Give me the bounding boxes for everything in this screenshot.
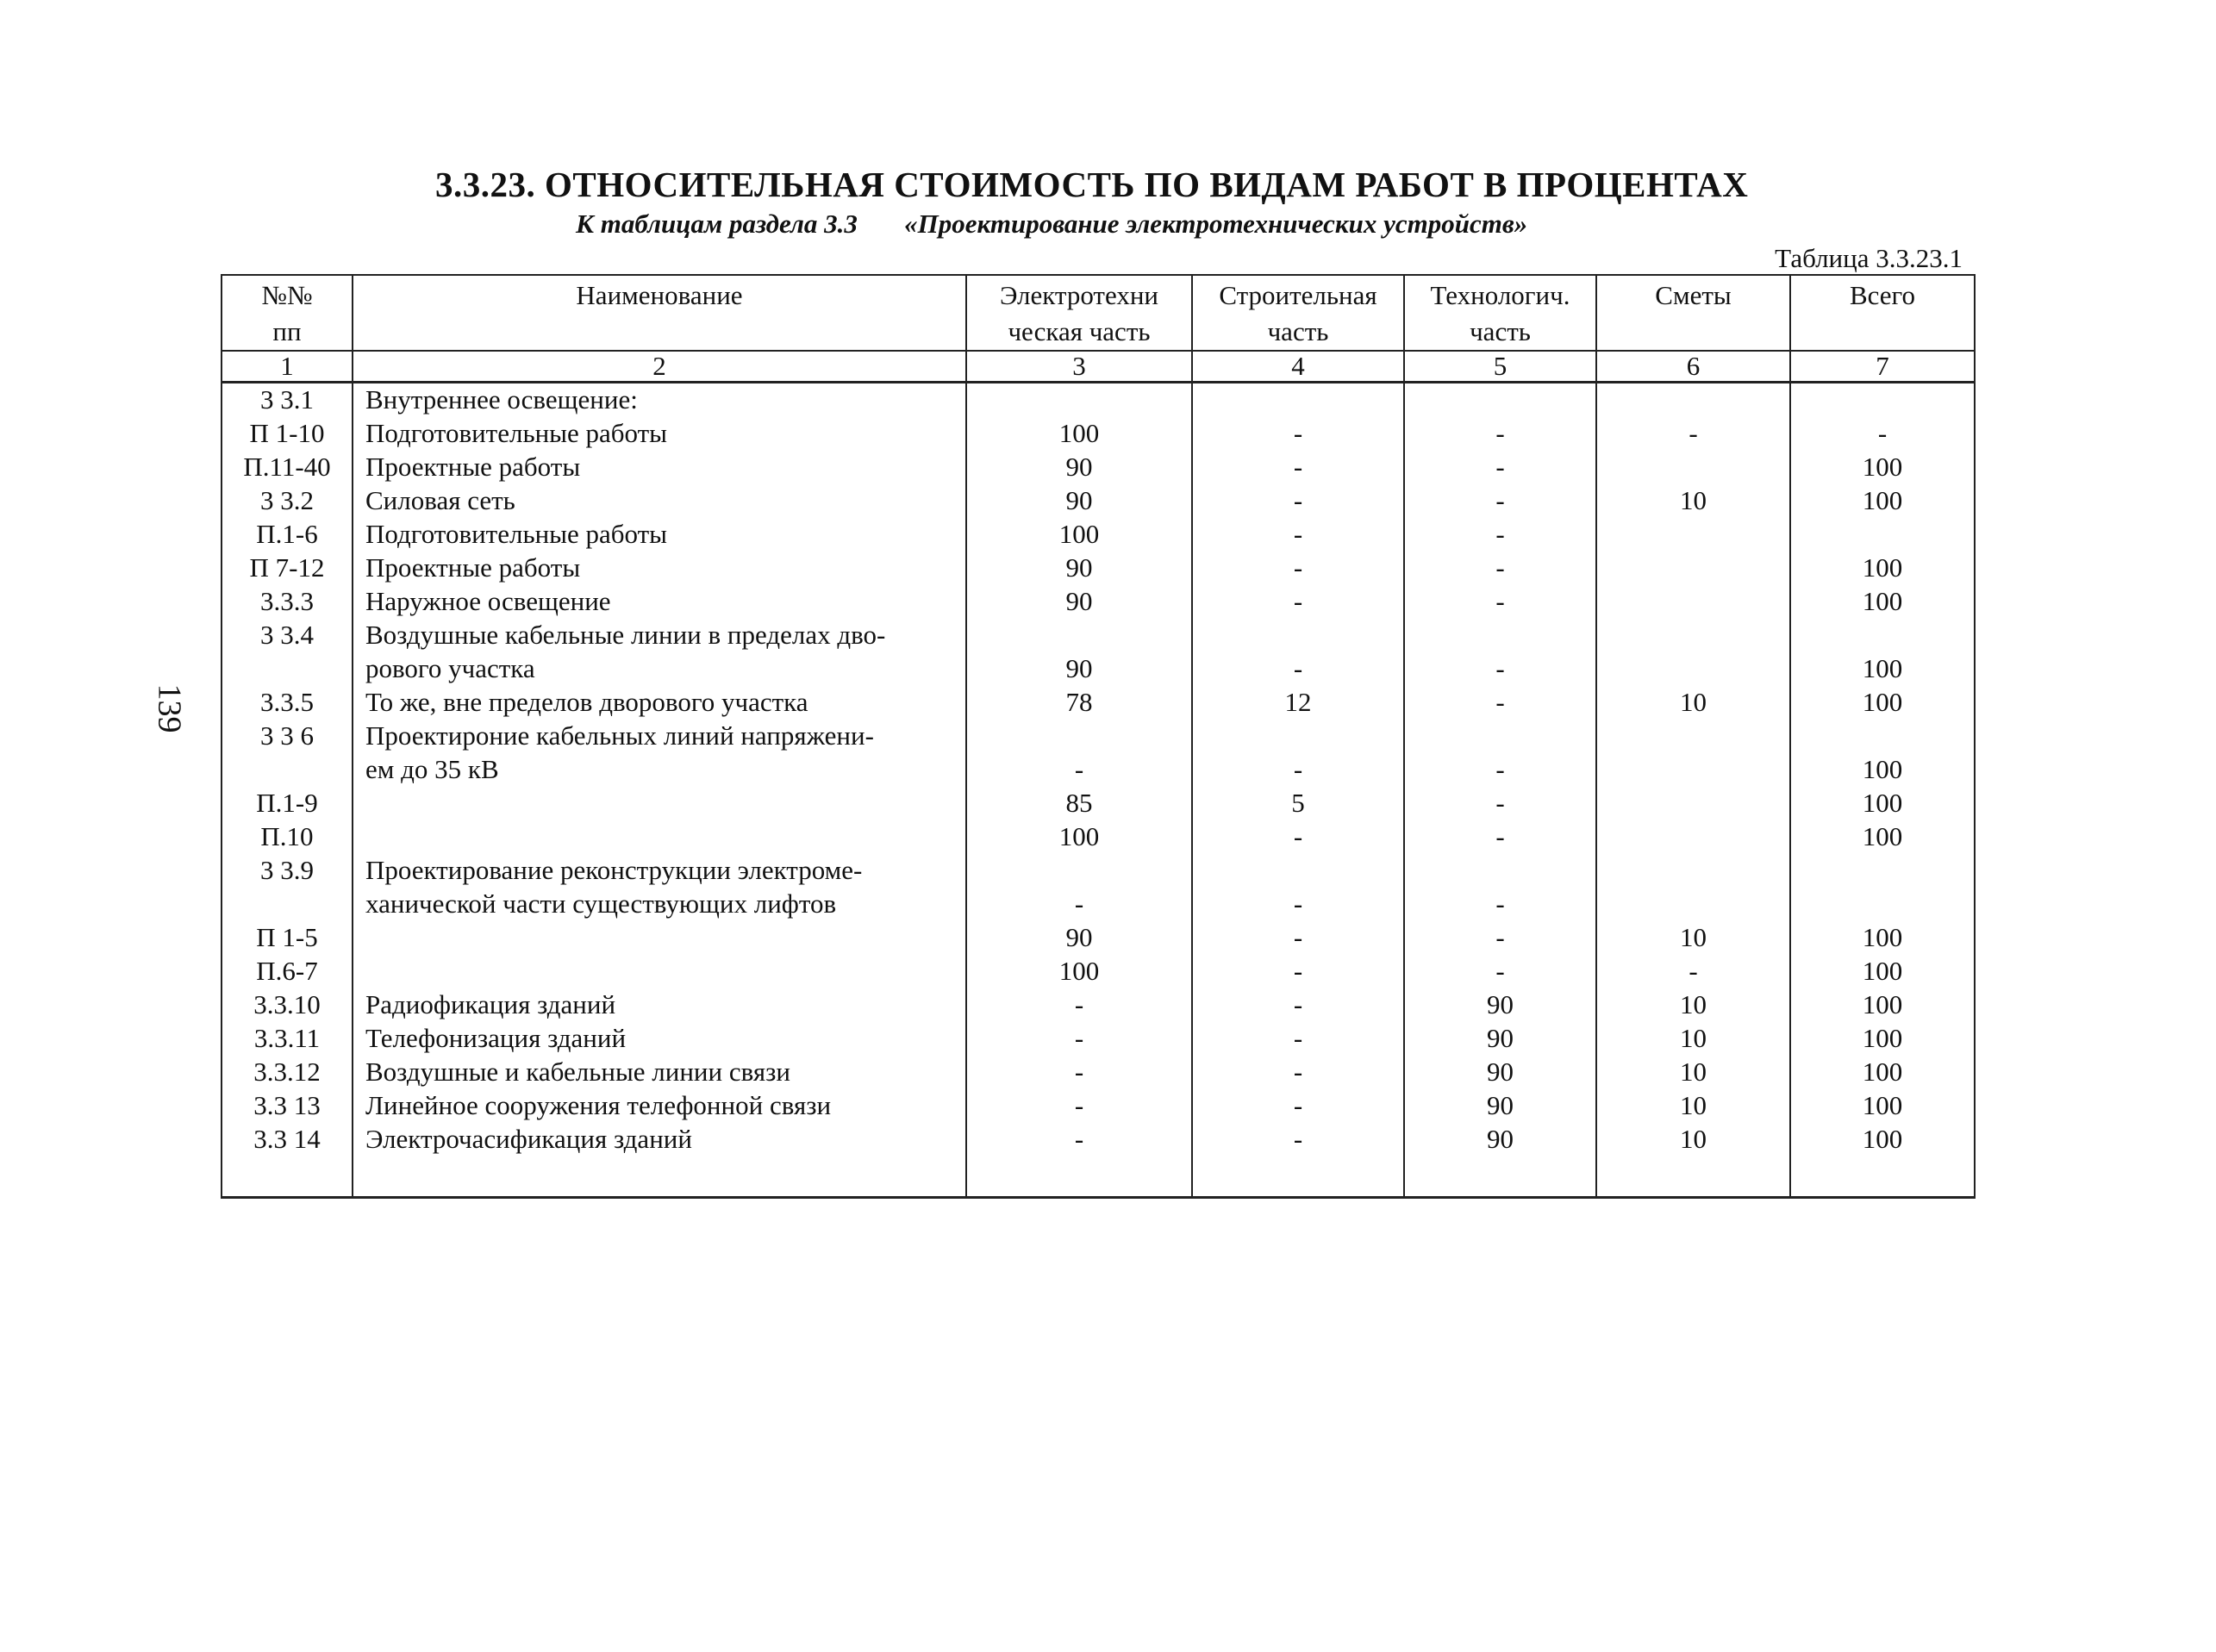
value-technological: -	[1404, 753, 1596, 787]
value-construction: -	[1192, 1089, 1404, 1123]
row-name: Воздушные кабельные линии в пределах дво-	[353, 619, 966, 652]
header-cell: ческая часть	[966, 315, 1192, 351]
value-electrical: -	[966, 753, 1192, 787]
value-total: 100	[1790, 652, 1975, 686]
value-electrical	[966, 383, 1192, 418]
value-electrical: 90	[966, 484, 1192, 518]
value-total: 100	[1790, 552, 1975, 585]
value-construction	[1192, 854, 1404, 888]
value-total: 100	[1790, 686, 1975, 720]
value-estimate	[1596, 652, 1790, 686]
empty-cell	[1596, 1156, 1790, 1198]
row-number: П 1-10	[222, 417, 353, 451]
value-electrical: 100	[966, 518, 1192, 552]
value-estimate	[1596, 451, 1790, 484]
column-number: 1	[222, 351, 353, 383]
value-technological: 90	[1404, 988, 1596, 1022]
column-number: 4	[1192, 351, 1404, 383]
value-construction	[1192, 619, 1404, 652]
table-row	[222, 720, 1975, 753]
empty-cell	[353, 1156, 966, 1198]
value-electrical: -	[966, 1022, 1192, 1056]
table-row	[222, 619, 1975, 652]
value-technological: -	[1404, 484, 1596, 518]
header-cell: Сметы	[1596, 275, 1790, 315]
value-electrical: 85	[966, 787, 1192, 820]
value-estimate: 10	[1596, 484, 1790, 518]
row-number: П.11-40	[222, 451, 353, 484]
row-number: 3 3.4	[222, 619, 353, 652]
row-number: 3.3.11	[222, 1022, 353, 1056]
value-electrical: -	[966, 1123, 1192, 1156]
value-technological: -	[1404, 652, 1596, 686]
header-cell	[353, 315, 966, 351]
table-row	[222, 585, 1975, 619]
row-name: рового участка	[353, 652, 966, 686]
row-name: ем до 35 кВ	[353, 753, 966, 787]
value-construction: -	[1192, 518, 1404, 552]
value-technological: -	[1404, 518, 1596, 552]
table-row	[222, 552, 1975, 585]
row-name	[353, 921, 966, 955]
value-electrical: 90	[966, 585, 1192, 619]
table-row	[222, 652, 1975, 686]
row-number: 3.3.5	[222, 686, 353, 720]
value-construction: -	[1192, 988, 1404, 1022]
row-number: П.10	[222, 820, 353, 854]
row-number: П.1-9	[222, 787, 353, 820]
value-total	[1790, 518, 1975, 552]
table-row	[222, 955, 1975, 988]
value-electrical: 90	[966, 921, 1192, 955]
column-number: 6	[1596, 351, 1790, 383]
value-estimate: 10	[1596, 1056, 1790, 1089]
table-row	[222, 820, 1975, 854]
value-electrical: 78	[966, 686, 1192, 720]
row-name	[353, 820, 966, 854]
value-total: 100	[1790, 585, 1975, 619]
row-name: Радиофикация зданий	[353, 988, 966, 1022]
value-technological	[1404, 854, 1596, 888]
value-electrical: -	[966, 1056, 1192, 1089]
value-total: 100	[1790, 1089, 1975, 1123]
header-cell: пп	[222, 315, 353, 351]
value-construction: -	[1192, 417, 1404, 451]
table-row	[222, 1089, 1975, 1123]
value-construction: 12	[1192, 686, 1404, 720]
header-cell: Технологич.	[1404, 275, 1596, 315]
value-estimate: 10	[1596, 1123, 1790, 1156]
value-technological	[1404, 619, 1596, 652]
value-electrical: -	[966, 888, 1192, 921]
value-technological: -	[1404, 921, 1596, 955]
table-row	[222, 921, 1975, 955]
table-row	[222, 518, 1975, 552]
value-total: 100	[1790, 988, 1975, 1022]
value-total	[1790, 888, 1975, 921]
row-number	[222, 652, 353, 686]
table-row	[222, 854, 1975, 888]
value-technological: 90	[1404, 1123, 1596, 1156]
column-number: 5	[1404, 351, 1596, 383]
header-cell: Наименование	[353, 275, 966, 315]
table-body	[222, 383, 1975, 1198]
row-name: Воздушные и кабельные линии связи	[353, 1056, 966, 1089]
value-total	[1790, 854, 1975, 888]
row-name: Линейное сооружения телефонной связи	[353, 1089, 966, 1123]
empty-cell	[1192, 1156, 1404, 1198]
value-total: 100	[1790, 753, 1975, 787]
value-electrical: -	[966, 988, 1192, 1022]
row-name	[353, 787, 966, 820]
row-number: 3 3.2	[222, 484, 353, 518]
value-electrical: 90	[966, 652, 1192, 686]
value-technological: -	[1404, 787, 1596, 820]
value-construction: -	[1192, 1022, 1404, 1056]
value-total	[1790, 383, 1975, 418]
value-estimate	[1596, 383, 1790, 418]
value-electrical	[966, 619, 1192, 652]
column-number: 7	[1790, 351, 1975, 383]
row-name: Телефонизация зданий	[353, 1022, 966, 1056]
row-name: Подготовительные работы	[353, 417, 966, 451]
row-number: П 1-5	[222, 921, 353, 955]
value-electrical: 100	[966, 820, 1192, 854]
table-row	[222, 787, 1975, 820]
value-electrical: 100	[966, 955, 1192, 988]
row-name: Силовая сеть	[353, 484, 966, 518]
row-name: Проектироние кабельных линий напряжени-	[353, 720, 966, 753]
value-construction: -	[1192, 820, 1404, 854]
value-construction	[1192, 383, 1404, 418]
empty-cell	[1790, 1156, 1975, 1198]
value-estimate: 10	[1596, 1022, 1790, 1056]
value-technological: -	[1404, 585, 1596, 619]
table-row-end	[222, 1156, 1975, 1198]
value-technological: -	[1404, 552, 1596, 585]
header-cell: Всего	[1790, 275, 1975, 315]
table-row	[222, 753, 1975, 787]
value-total: 100	[1790, 1056, 1975, 1089]
value-construction	[1192, 720, 1404, 753]
value-estimate	[1596, 552, 1790, 585]
table-row	[222, 1056, 1975, 1089]
value-total	[1790, 720, 1975, 753]
value-estimate	[1596, 888, 1790, 921]
header-cell: часть	[1192, 315, 1404, 351]
value-total: 100	[1790, 787, 1975, 820]
row-name: Подготовительные работы	[353, 518, 966, 552]
column-number: 3	[966, 351, 1192, 383]
value-technological: 90	[1404, 1022, 1596, 1056]
column-number: 2	[353, 351, 966, 383]
row-number: П.6-7	[222, 955, 353, 988]
value-construction: -	[1192, 1123, 1404, 1156]
value-estimate: 10	[1596, 988, 1790, 1022]
value-technological: -	[1404, 451, 1596, 484]
row-name: Проектные работы	[353, 552, 966, 585]
table-row	[222, 417, 1975, 451]
value-construction: -	[1192, 921, 1404, 955]
row-number: П.1-6	[222, 518, 353, 552]
table-row	[222, 888, 1975, 921]
value-construction: -	[1192, 585, 1404, 619]
value-estimate	[1596, 619, 1790, 652]
row-name: Электрочасификация зданий	[353, 1123, 966, 1156]
value-electrical: -	[966, 1089, 1192, 1123]
row-name: То же, вне пределов дворового участка	[353, 686, 966, 720]
empty-cell	[966, 1156, 1192, 1198]
table-row	[222, 1022, 1975, 1056]
header-row	[222, 275, 1975, 315]
value-total: 100	[1790, 451, 1975, 484]
value-technological: -	[1404, 955, 1596, 988]
row-number: 3.3 14	[222, 1123, 353, 1156]
row-name: Проектные работы	[353, 451, 966, 484]
header-cell: часть	[1404, 315, 1596, 351]
value-estimate	[1596, 518, 1790, 552]
value-total: 100	[1790, 484, 1975, 518]
table-row	[222, 451, 1975, 484]
cost-table	[221, 274, 1976, 1199]
value-total: 100	[1790, 955, 1975, 988]
value-construction: -	[1192, 451, 1404, 484]
value-construction: -	[1192, 753, 1404, 787]
header-cell: Электротехни	[966, 275, 1192, 315]
document-title: 3.3.23. ОТНОСИТЕЛЬНАЯ СТОИМОСТЬ ПО ВИДАМ РАБОТ В ПРОЦЕНТАХ	[435, 165, 1749, 204]
value-technological	[1404, 383, 1596, 418]
value-construction: -	[1192, 888, 1404, 921]
document-subtitle: К таблицам раздела 3.3 «Проектирование электротехнических устройств»	[576, 209, 1528, 239]
header-cell: №№	[222, 275, 353, 315]
row-name	[353, 955, 966, 988]
value-estimate	[1596, 854, 1790, 888]
value-total: 100	[1790, 820, 1975, 854]
value-technological: -	[1404, 888, 1596, 921]
value-total: 100	[1790, 1022, 1975, 1056]
row-number	[222, 888, 353, 921]
row-number: П 7-12	[222, 552, 353, 585]
value-construction: -	[1192, 484, 1404, 518]
header-cell	[1596, 315, 1790, 351]
empty-cell	[1404, 1156, 1596, 1198]
table-row	[222, 484, 1975, 518]
column-number-row	[222, 351, 1975, 383]
value-electrical	[966, 854, 1192, 888]
value-estimate: 10	[1596, 921, 1790, 955]
row-number: 3.3.3	[222, 585, 353, 619]
row-number: 3.3.10	[222, 988, 353, 1022]
value-total: 100	[1790, 1123, 1975, 1156]
table-label: Таблица 3.3.23.1	[1775, 243, 1963, 273]
value-estimate: -	[1596, 955, 1790, 988]
empty-cell	[222, 1156, 353, 1198]
value-electrical: 90	[966, 451, 1192, 484]
value-estimate	[1596, 753, 1790, 787]
row-number: 3.3 13	[222, 1089, 353, 1123]
value-technological: -	[1404, 686, 1596, 720]
value-construction: -	[1192, 552, 1404, 585]
value-estimate: 10	[1596, 686, 1790, 720]
row-name: ханической части существующих лифтов	[353, 888, 966, 921]
header-cell	[1790, 315, 1975, 351]
value-construction: 5	[1192, 787, 1404, 820]
row-number: 3 3.1	[222, 383, 353, 418]
value-construction: -	[1192, 652, 1404, 686]
value-total: -	[1790, 417, 1975, 451]
value-electrical	[966, 720, 1192, 753]
value-estimate	[1596, 720, 1790, 753]
row-name: Наружное освещение	[353, 585, 966, 619]
value-estimate: -	[1596, 417, 1790, 451]
row-number: 3.3.12	[222, 1056, 353, 1089]
value-technological: 90	[1404, 1056, 1596, 1089]
row-number	[222, 753, 353, 787]
row-number: 3 3 6	[222, 720, 353, 753]
row-number: 3 3.9	[222, 854, 353, 888]
value-technological: -	[1404, 417, 1596, 451]
value-construction: -	[1192, 955, 1404, 988]
table-row	[222, 383, 1975, 418]
row-name: Проектирование реконструкции электроме-	[353, 854, 966, 888]
value-estimate	[1596, 787, 1790, 820]
value-total	[1790, 619, 1975, 652]
value-electrical: 90	[966, 552, 1192, 585]
value-total: 100	[1790, 921, 1975, 955]
value-technological: -	[1404, 820, 1596, 854]
page-number: 139	[151, 683, 188, 733]
table-row	[222, 686, 1975, 720]
header-cell: Строительная	[1192, 275, 1404, 315]
value-technological	[1404, 720, 1596, 753]
header-row	[222, 315, 1975, 351]
value-estimate: 10	[1596, 1089, 1790, 1123]
value-technological: 90	[1404, 1089, 1596, 1123]
value-estimate	[1596, 585, 1790, 619]
row-name: Внутреннее освещение:	[353, 383, 966, 418]
value-electrical: 100	[966, 417, 1192, 451]
value-construction: -	[1192, 1056, 1404, 1089]
table-row	[222, 988, 1975, 1022]
value-estimate	[1596, 820, 1790, 854]
table-row	[222, 1123, 1975, 1156]
